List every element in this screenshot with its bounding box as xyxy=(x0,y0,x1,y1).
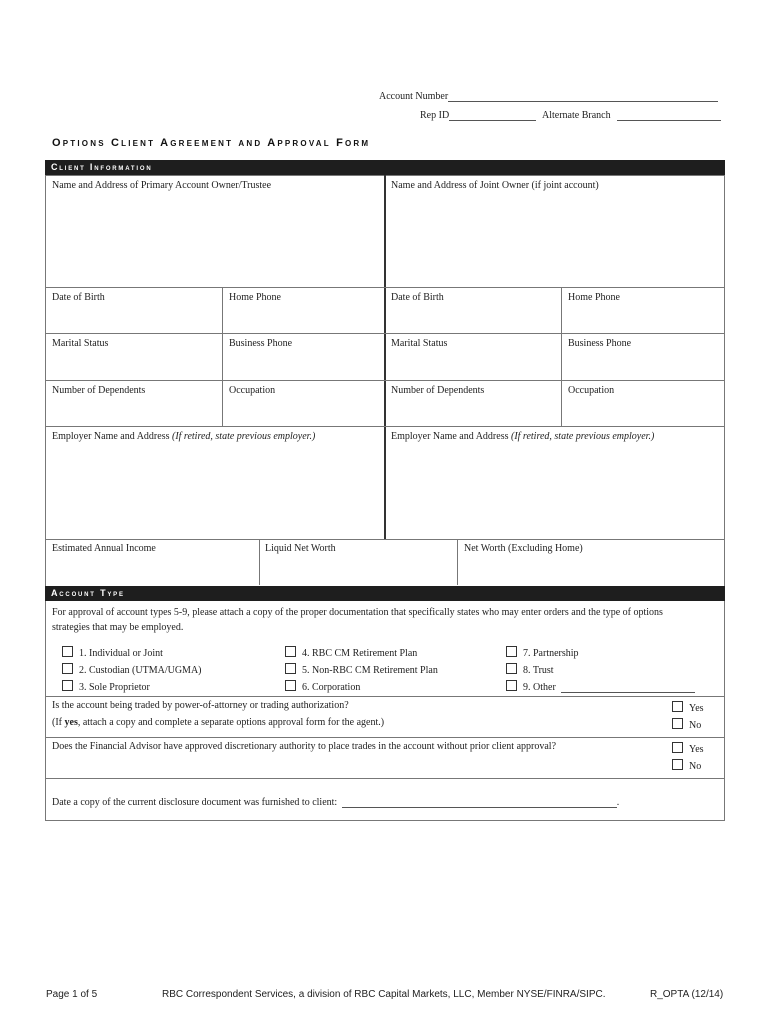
discretion-yes[interactable]: Yes xyxy=(672,742,704,755)
option-trust[interactable]: 8. Trust xyxy=(506,663,554,676)
dependents-label-right: Number of Dependents xyxy=(391,385,485,396)
poa-no[interactable]: No xyxy=(672,718,701,731)
checkbox[interactable] xyxy=(672,742,683,753)
employer-note-right: (If retired, state previous employer.) xyxy=(510,431,655,442)
dob-label-left: Date of Birth xyxy=(52,292,105,303)
option-corporation[interactable]: 6. Corporation xyxy=(285,680,360,693)
employer-text-right: Employer Name and Address xyxy=(391,431,509,442)
rep-id-line[interactable] xyxy=(449,110,536,121)
home-phone-label-left: Home Phone xyxy=(229,292,281,303)
option-custodian[interactable]: 2. Custodian (UTMA/UGMA) xyxy=(62,663,202,676)
client-information-header: Client Information xyxy=(45,160,725,175)
liquid-net-worth-label: Liquid Net Worth xyxy=(265,543,336,554)
rule xyxy=(45,287,725,288)
checkbox[interactable] xyxy=(62,663,73,674)
employer-text-left: Employer Name and Address xyxy=(52,431,170,442)
rule xyxy=(45,539,725,540)
poa-question: Is the account being traded by power-of-attorney or trading authorization? xyxy=(52,700,349,711)
rule xyxy=(45,737,725,738)
business-phone-label-right: Business Phone xyxy=(568,338,632,349)
alternate-branch-label: Alternate Branch xyxy=(542,110,611,121)
employer-label-right xyxy=(391,431,654,442)
occupation-label-right: Occupation xyxy=(568,385,615,396)
primary-owner-label: Name and Address of Primary Account Owner/Trustee xyxy=(52,180,272,191)
poa-note: (If yes, attach a copy and complete a separate options approval form for the agent.) xyxy=(52,717,385,728)
rule xyxy=(45,380,725,381)
annual-income-label: Estimated Annual Income xyxy=(52,543,156,554)
alternate-branch-line[interactable] xyxy=(617,110,721,121)
joint-owner-field[interactable] xyxy=(386,195,724,287)
checkbox[interactable] xyxy=(62,646,73,657)
rule xyxy=(45,333,725,334)
form-title: Options Client Agreement and Approval Form xyxy=(52,137,371,149)
disclosure-label: Date a copy of the current disclosure document was furnished to client: xyxy=(52,797,338,808)
dob-label-right: Date of Birth xyxy=(391,292,444,303)
option-partnership[interactable]: 7. Partnership xyxy=(506,646,579,659)
dependents-label-left: Number of Dependents xyxy=(52,385,146,396)
page-number: Page 1 of 5 xyxy=(46,989,98,1000)
account-number-field[interactable] xyxy=(379,91,718,102)
checkbox[interactable] xyxy=(506,646,517,657)
home-phone-label-right: Home Phone xyxy=(568,292,620,303)
rule xyxy=(457,539,458,585)
rule xyxy=(259,539,260,585)
option-sole-proprietor[interactable]: 3. Sole Proprietor xyxy=(62,680,150,693)
option-non-rbc-retirement[interactable]: 5. Non-RBC CM Retirement Plan xyxy=(285,663,438,676)
checkbox[interactable] xyxy=(285,646,296,657)
form-id: R_OPTA (12/14) xyxy=(650,989,724,1000)
option-individual-joint[interactable]: 1. Individual or Joint xyxy=(62,646,163,659)
checkbox[interactable] xyxy=(285,680,296,691)
rule xyxy=(45,696,725,697)
instructions-line-1: For approval of account types 5-9, please attach a copy of the proper documentation that specifically states who may enter orders and the type of options xyxy=(52,607,663,618)
checkbox[interactable] xyxy=(506,680,517,691)
account-number-label: Account Number xyxy=(379,91,449,102)
checkbox[interactable] xyxy=(62,680,73,691)
disclosure-date-line[interactable] xyxy=(342,797,617,808)
rep-id-field[interactable] xyxy=(420,110,536,121)
checkbox[interactable] xyxy=(672,701,683,712)
rule xyxy=(222,287,223,426)
instructions-line-2: strategies that may be employed. xyxy=(52,622,184,633)
primary-owner-field[interactable] xyxy=(45,195,384,287)
option-rbc-retirement[interactable]: 4. RBC CM Retirement Plan xyxy=(285,646,417,659)
checkbox[interactable] xyxy=(672,718,683,729)
discretion-no[interactable]: No xyxy=(672,759,701,772)
option-other[interactable]: 9. Other xyxy=(506,680,695,693)
checkbox[interactable] xyxy=(506,663,517,674)
occupation-label-left: Occupation xyxy=(229,385,276,396)
rep-id-label: Rep ID xyxy=(420,110,450,121)
joint-owner-label: Name and Address of Joint Owner (if joint account) xyxy=(391,180,599,191)
company-notice: RBC Correspondent Services, a division of RBC Capital Markets, LLC, Member NYSE/FINRA/SIPC. xyxy=(162,989,606,1000)
other-line[interactable] xyxy=(561,682,695,693)
checkbox[interactable] xyxy=(672,759,683,770)
rule xyxy=(45,778,725,779)
rule xyxy=(561,287,562,426)
marital-status-label-left: Marital Status xyxy=(52,338,109,349)
net-worth-label: Net Worth (Excluding Home) xyxy=(464,543,583,554)
rule xyxy=(45,426,725,427)
employer-note-left: (If retired, state previous employer.) xyxy=(171,431,316,442)
checkbox[interactable] xyxy=(285,663,296,674)
employer-label-left xyxy=(52,431,315,442)
discretion-question: Does the Financial Advisor have approved discretionary authority to place trades in the account without prior client approval? xyxy=(52,741,557,752)
business-phone-label-left: Business Phone xyxy=(229,338,293,349)
disclosure-field[interactable]: Date a copy of the current disclosure document was furnished to client: . xyxy=(52,797,620,808)
alternate-branch-field[interactable] xyxy=(542,110,721,121)
account-number-line[interactable] xyxy=(448,91,718,102)
poa-yes[interactable]: Yes xyxy=(672,701,704,714)
marital-status-label-right: Marital Status xyxy=(391,338,448,349)
account-type-header: Account Type xyxy=(45,586,725,601)
